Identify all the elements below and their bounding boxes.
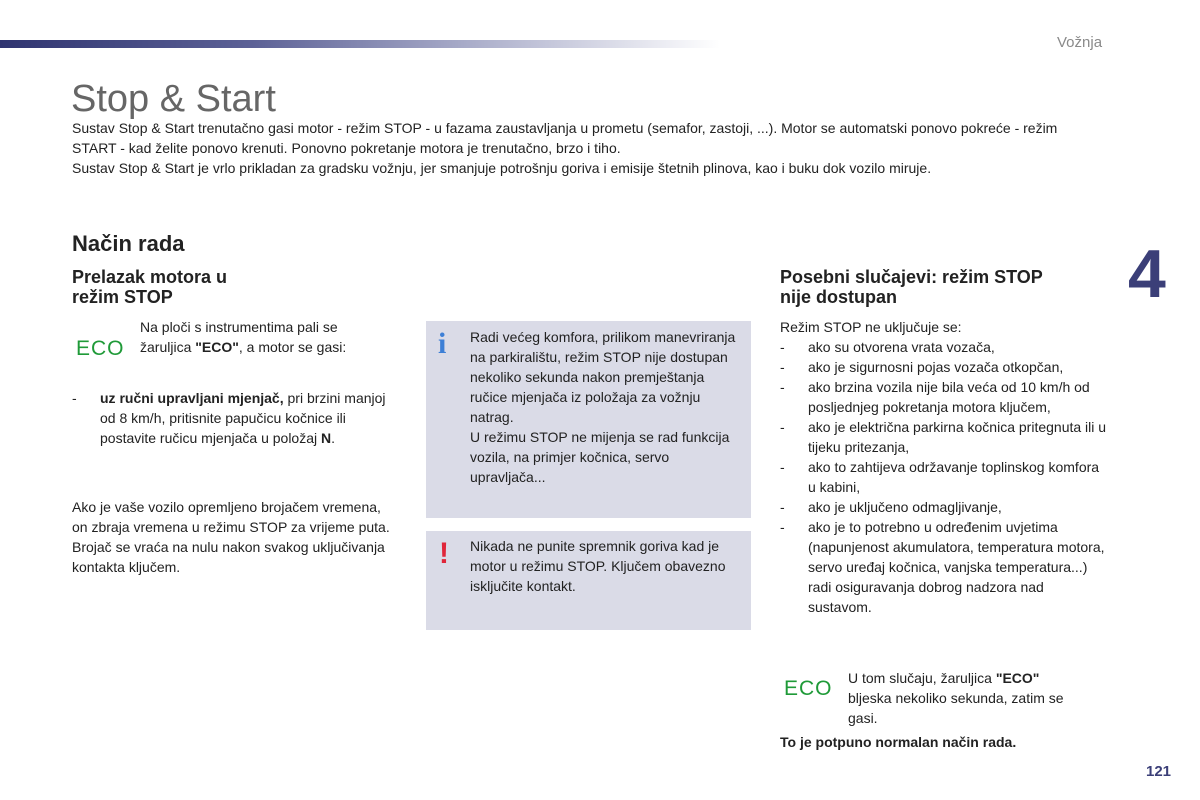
list-item: [780, 417, 1110, 457]
exceptions-intro: Režim STOP ne uključuje se:: [780, 319, 962, 335]
bullet-dash: -: [72, 390, 77, 406]
warning-icon: !: [439, 537, 449, 570]
eco-text: Na ploči s instrumentima pali se: [140, 319, 338, 335]
timer-paragraph: Ako je vaše vozilo opremljeno brojačem vremena, on zbraja vremena u režimu STOP za vrijeme puta. Brojač se vraća na nulu nakon svakog uključivanja kontakta ključem.: [72, 499, 390, 575]
list-item: [780, 517, 1110, 617]
eco-text: , a motor se gasi:: [238, 339, 347, 355]
list-item: [780, 497, 1110, 517]
bullet-rest: pri brzini manjoj od 8 km/h, pritisnite papučicu kočnice ili postavite ručicu mjenjača u položaj: [100, 390, 386, 446]
eco-icon: ECO: [76, 337, 125, 360]
bullet-dash: -: [780, 499, 785, 515]
list-item: [780, 457, 1110, 497]
eco-description: [140, 317, 390, 357]
info-text: [470, 327, 742, 487]
section-name: Vožnja: [1057, 34, 1103, 51]
left-heading-line: Prelazak motora u: [72, 267, 228, 287]
eco-icon: ECO: [784, 677, 833, 700]
eco-text: bljeska nekoliko sekunda, zatim se gasi.: [848, 690, 1064, 726]
bullet-text: [100, 388, 392, 448]
eco-text-bold: "ECO": [995, 670, 1040, 686]
normal-operation-note: To je potpuno normalan način rada.: [780, 734, 1017, 750]
warning-box: [426, 531, 751, 630]
bullet-bold: uz ručni upravljani mjenjač,: [100, 390, 284, 406]
exceptions-list: [780, 317, 1110, 617]
section-title: Način rada: [72, 231, 185, 256]
list-item-text: ako je uključeno odmagljivanje,: [808, 499, 1002, 515]
info-icon: i: [438, 327, 447, 360]
chapter-number: 4: [1128, 236, 1166, 312]
bullet-dash: -: [780, 339, 785, 355]
intro-paragraph: Sustav Stop & Start trenutačno gasi motor - režim STOP - u fazama zaustavljanja u prometu (semafor, zastoji, ...). Motor se automatski ponovo pokreće - režim START - kad želite ponovo krenuti. Ponovno pokretanje motora je trenutačno, brzo i tiho.: [72, 120, 1058, 156]
left-heading-line: režim STOP: [72, 287, 173, 307]
list-item: [780, 337, 1110, 357]
eco-blink-text: [848, 668, 1078, 728]
list-item-text: ako brzina vozila nije bila veća od 10 km/h od posljednjeg pokretanja motora ključem,: [808, 379, 1090, 415]
list-item-text: ako je električna parkirna kočnica pritegnuta ili u tijeku pritezanja,: [808, 419, 1107, 455]
right-heading-line: nije dostupan: [780, 287, 897, 307]
info-paragraph: U režimu STOP ne mijenja se rad funkcija vozila, na primjer kočnica, servo upravljača...: [470, 429, 730, 485]
page-number: 121: [1146, 763, 1172, 780]
info-paragraph: Radi većeg komfora, prilikom manevriranja na parkiralištu, režim STOP nije dostupan nekoliko sekunda nakon premještanja ručice mjenjača iz položaja za vožnju natrag.: [470, 329, 736, 425]
list-item-text: ako su otvorena vrata vozača,: [808, 339, 995, 355]
bullet-dash: -: [780, 419, 785, 435]
header-gradient-bar: [0, 40, 720, 48]
gear-n: N: [321, 430, 332, 446]
right-heading: [780, 267, 1043, 307]
intro-text: [72, 118, 1072, 178]
bullet-dash: -: [780, 519, 785, 535]
list-item-text: ako to zahtijeva održavanje toplinskog komfora u kabini,: [808, 459, 1100, 495]
manual-gearbox-bullet: [72, 388, 392, 448]
bullet-dash: -: [780, 379, 785, 395]
eco-text-bold: "ECO": [195, 339, 239, 355]
left-heading: [72, 267, 227, 307]
warning-text: Nikada ne punite spremnik goriva kad je motor u režimu STOP. Ključem obavezno isključite kontakt.: [470, 538, 726, 594]
eco-text: U tom slučaju, žaruljica: [848, 670, 996, 686]
bullet-dash: -: [780, 459, 785, 475]
info-box: [426, 321, 751, 518]
bullet-dash: -: [780, 359, 785, 375]
list-item: [780, 377, 1110, 417]
right-heading-line: Posebni slučajevi: režim STOP: [780, 267, 1043, 287]
eco-text: žaruljica: [140, 339, 196, 355]
page-title: Stop & Start: [71, 78, 276, 120]
list-item-text: ako je to potrebno u određenim uvjetima (napunjenost akumulatora, temperatura motora, servo uređaj kočnica, vanjska temperatura...) radi osiguravanja dobrog nadzora nad sustavom.: [808, 519, 1105, 615]
intro-paragraph: Sustav Stop & Start je vrlo prikladan za gradsku vožnju, jer smanjuje potrošnju goriva i emisije štetnih plinova, kao i buku dok vozilo miruje.: [72, 160, 932, 176]
list-item-text: ako je sigurnosni pojas vozača otkopčan,: [808, 359, 1064, 375]
list-item: [780, 357, 1110, 377]
bullet-end: .: [331, 430, 336, 446]
